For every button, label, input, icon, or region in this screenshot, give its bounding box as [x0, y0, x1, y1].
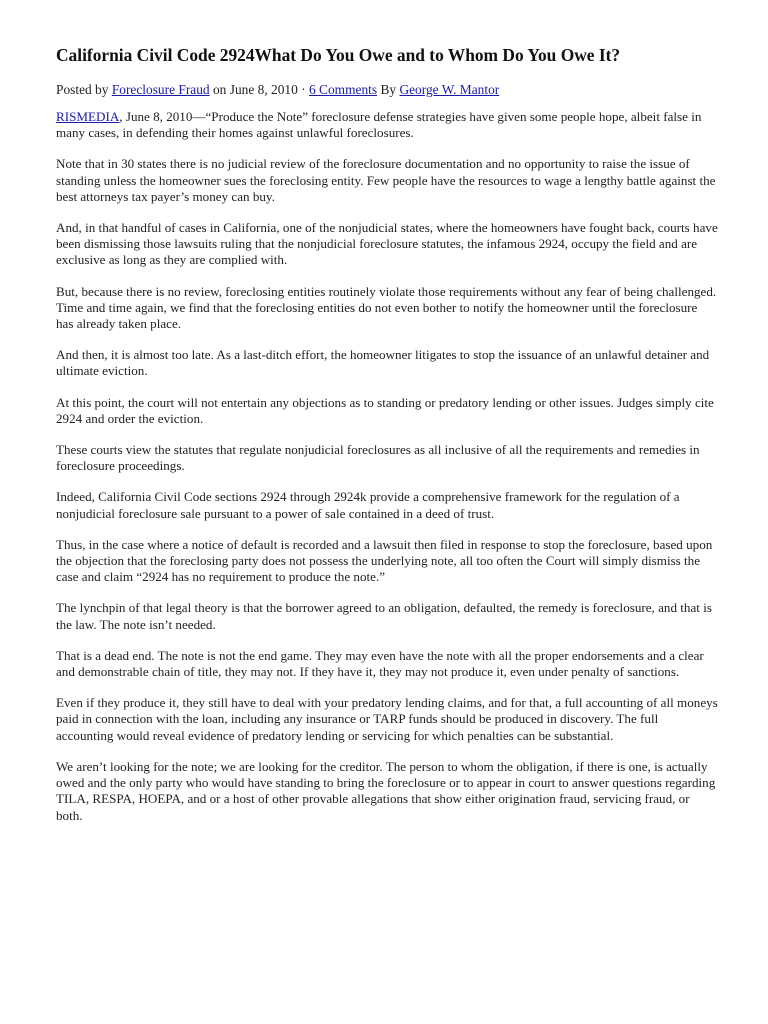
- by-label: By: [380, 82, 397, 97]
- paragraph: And, in that handful of cases in California, one of the nonjudicial states, where the homeowners have fought back, courts have been dismissing those lawsuits ruling that the nonjudicial foreclosure statutes, the infamous 2924, occupy the field and are exclusive as long as they are complied with.: [56, 220, 718, 268]
- writer-link[interactable]: George W. Mantor: [399, 82, 500, 97]
- comments-link[interactable]: 6 Comments: [309, 82, 378, 97]
- posted-by-label: Posted by: [56, 82, 109, 97]
- author-link[interactable]: Foreclosure Fraud: [111, 82, 210, 97]
- source-link[interactable]: RISMEDIA: [56, 109, 120, 124]
- paragraph: And then, it is almost too late. As a last-ditch effort, the homeowner litigates to stop the issuance of an unlawful detainer and ultimate eviction.: [56, 347, 710, 379]
- post-title: California Civil Code 2924What Do You Owe and to Whom Do You Owe It?: [56, 45, 621, 65]
- on-label: on: [212, 82, 227, 97]
- paragraph: But, because there is no review, foreclosing entities routinely violate those requirements without any fear of being challenged. Time and time again, we find that the foreclosing entities do not even bother to notify the homeowner until the foreclosure has already taken place.: [56, 283, 717, 332]
- paragraph: The lynchpin of that legal theory is that the borrower agreed to an obligation, defaulted, the remedy is foreclosure, and that is the law. The note isn’t needed.: [56, 600, 712, 632]
- paragraph: We aren’t looking for the note; we are looking for the creditor. The person to whom the obligation, if there is one, is actually owed and the only party who would have standing to bring the foreclosure or to appear in court to answer questions regarding TILA, RESPA, HOEPA, and or a host of other provable allegations that show either origination fraud, servicing fraud, or both.: [56, 758, 716, 823]
- paragraph: Even if they produce it, they still have to deal with your predatory lending claims, and for that, a full accounting of all moneys paid in connection with the loan, including any insurance or TARP funds should be produced in discovery. The full accounting would reveal evidence of predatory lending or servicing for which penalties can be substantial.: [56, 695, 718, 743]
- post-byline: [56, 81, 718, 99]
- paragraph: Note that in 30 states there is no judicial review of the foreclosure documentation and no opportunity to raise the issue of standing unless the homeowner sues the foreclosing entity. Few people have the resources to wage a lengthy battle against the best attorneys tax payer’s money can buy.: [56, 156, 716, 204]
- paragraph: These courts view the statutes that regulate nonjudicial foreclosures as all inclusive of all the requirements and remedies in foreclosure proceedings.: [56, 442, 700, 474]
- paragraph: That is a dead end. The note is not the end game. They may even have the note with all the proper endorsements and a clear and demonstrable chain of title, they may not. If they have it, they may not produce it, even under penalty of sanctions.: [56, 647, 704, 680]
- lead-text: , June 8, 2010—“Produce the Note” foreclosure defense strategies have given some people hope, albeit false in many cases, in defending their homes against unlawful foreclosures.: [56, 109, 702, 141]
- byline-separator: ·: [301, 82, 306, 97]
- lead-paragraph: [56, 109, 718, 141]
- paragraph: Indeed, California Civil Code sections 2924 through 2924k provide a comprehensive framework for the regulation of a nonjudicial foreclosure sale pursuant to a power of sale contained in a deed of trust.: [56, 489, 680, 521]
- paragraph: Thus, in the case where a notice of default is recorded and a lawsuit then filed in response to stop the foreclosure, based upon the objection that the foreclosing party does not possess the underlying note, all too often the Court will simply dismiss the case and claim “2924 has no requirement to produce the note.”: [56, 536, 713, 585]
- post-date: June 8, 2010: [229, 82, 298, 97]
- paragraph: At this point, the court will not entertain any objections as to standing or predatory lending or other issues. Judges simply cite 2924 and order the eviction.: [56, 394, 714, 426]
- article-body: [56, 109, 718, 824]
